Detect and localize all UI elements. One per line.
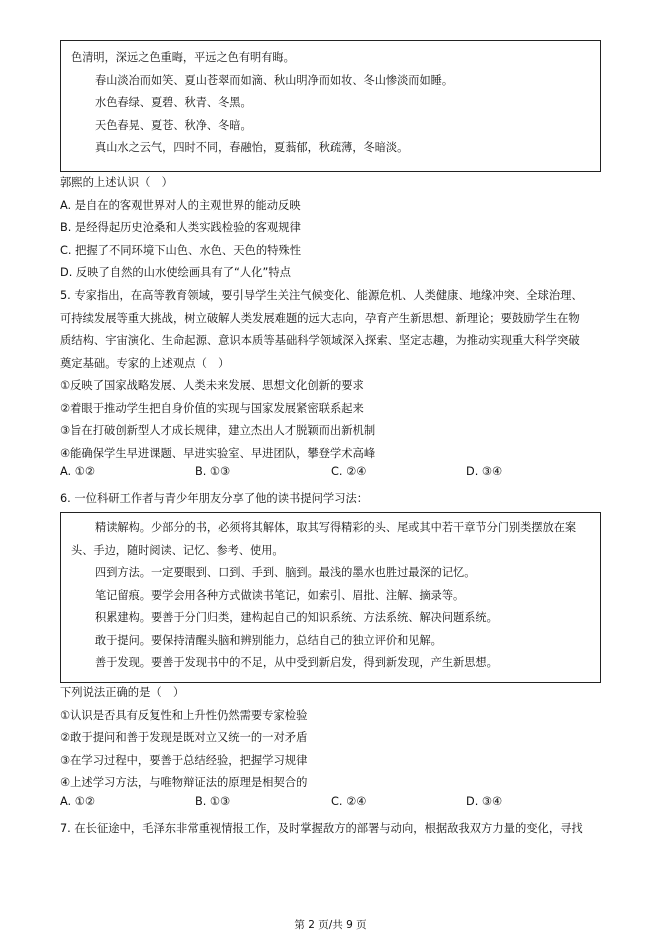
reading-method-box	[60, 512, 601, 683]
choice-b[interactable]: B. ①③	[195, 465, 231, 478]
method-line: 善于发现。要善于发现书中的不足，从中受到新启发，得到新发现，产生新思想。	[95, 656, 498, 669]
statement-2: ②着眼于推动学生把自身价值的实现与国家发展紧密联系起来	[60, 401, 364, 415]
choice-a[interactable]: A. ①②	[60, 465, 95, 478]
statement-4: ④能确保学生早进课题、早进实验室、早进团队，攀登学术高峰	[60, 446, 376, 460]
question-text-line: 可持续发展等重大挑战，树立破解人类发展难题的远大志向，孕育产生新思想、新理论；要鼓励学生在物	[60, 311, 580, 325]
choice-c[interactable]: C. ②④	[331, 795, 367, 808]
choice-d[interactable]: D. ③④	[466, 465, 503, 478]
statement-1: ①反映了国家战略发展、人类未来发展、思想文化创新的要求	[60, 379, 364, 392]
question-prompt: 下列说法正确的是（ ）	[60, 686, 185, 699]
method-line: 笔记留痕。要学会用各种方式做读书笔记，如索引、眉批、注解、摘录等。	[95, 588, 465, 602]
option-d[interactable]: D. 反映了自然的山水使绘画具有了“人化”特点	[60, 266, 291, 279]
question-6	[60, 682, 307, 795]
question-4	[60, 172, 301, 285]
choice-d[interactable]: D. ③④	[466, 795, 503, 808]
quote-line: 春山淡冶而如笑、夏山苍翠而如滴、秋山明净而如妆、冬山惨淡而如睡。	[95, 73, 454, 87]
statement-2: ②敢于提问和善于发现是既对立又统一的一对矛盾	[60, 731, 308, 744]
quote-line: 天色春晃、夏苍、秋净、冬暗。	[95, 118, 252, 132]
question-stem: 郭熙的上述认识（ ）	[60, 176, 173, 189]
question-text-line: 奠定基础。专家的上述观点（ ）	[60, 356, 230, 370]
method-line: 积累建构。要善于分门归类，建构起自己的知识系统、方法系统、解决问题系统。	[95, 611, 498, 624]
quote-line: 色清明，深远之色重晦，平远之色有明有晦。	[71, 51, 295, 64]
quote-line: 水色春绿、夏碧、秋青、冬黑。	[95, 96, 252, 109]
question-6-stem: 6. 一位科研工作者与青少年朋友分享了他的读书提问学习法：	[60, 492, 369, 505]
option-b[interactable]: B. 是经得起历史沧桑和人类实践检验的客观规律	[60, 221, 301, 234]
page-number: 第 2 页/共 9 页	[294, 919, 367, 931]
quote-line: 真山水之云气，四时不同，春融怡，夏蓊郁，秋疏薄，冬暗淡。	[95, 141, 409, 154]
question-text-line: 5. 专家指出，在高等教育领域，要引导学生关注气候变化、能源危机、人类健康、地缘冲突、全球治理、	[60, 289, 583, 302]
choice-b[interactable]: B. ①③	[195, 795, 231, 808]
question-7: 7. 在长征途中，毛泽东非常重视情报工作，及时掌握敌方的部署与动向，根据敌我双方力量的变化，寻找	[60, 822, 583, 835]
question-5	[60, 285, 583, 465]
choice-c[interactable]: C. ②④	[331, 465, 367, 478]
method-line: 精读解构。少部分的书，必须将其解体，取其写得精彩的头、尾或其中若干章节分门别类摆放在案	[95, 521, 577, 534]
question-5-choices	[60, 465, 620, 487]
method-line: 敢于提问。要保持清醒头脑和辨别能力，总结自己的独立评价和见解。	[95, 633, 442, 647]
option-c[interactable]: C. 把握了不同环境下山色、水色、天色的特殊性	[60, 243, 302, 257]
statement-1: ①认识是否具有反复性和上升性仍然需要专家检验	[60, 708, 308, 722]
quote-box-guo-xi	[60, 40, 601, 172]
question-text-line: 质结构、宇宙演化、生命起源、意识本质等基础科学领域深入探索、坚定志趣，为推动实现重大科学突破	[60, 334, 580, 347]
method-line: 四到方法。一定要眼到、口到、手到、脑到。最浅的墨水也胜过最深的记忆。	[95, 566, 476, 579]
statement-3: ③在学习过程中，要善于总结经验，把握学习规律	[60, 753, 308, 767]
statement-4: ④上述学习方法，与唯物辩证法的原理是相契合的	[60, 776, 308, 789]
option-a[interactable]: A. 是自在的客观世界对人的主观世界的能动反映	[60, 198, 301, 212]
method-line: 头、手边，随时阅读、记忆、参考、使用。	[71, 543, 284, 557]
choice-a[interactable]: A. ①②	[60, 795, 95, 808]
statement-3: ③旨在打破创新型人才成长规律，建立杰出人才脱颖而出新机制	[60, 424, 376, 437]
question-6-choices	[60, 795, 620, 817]
